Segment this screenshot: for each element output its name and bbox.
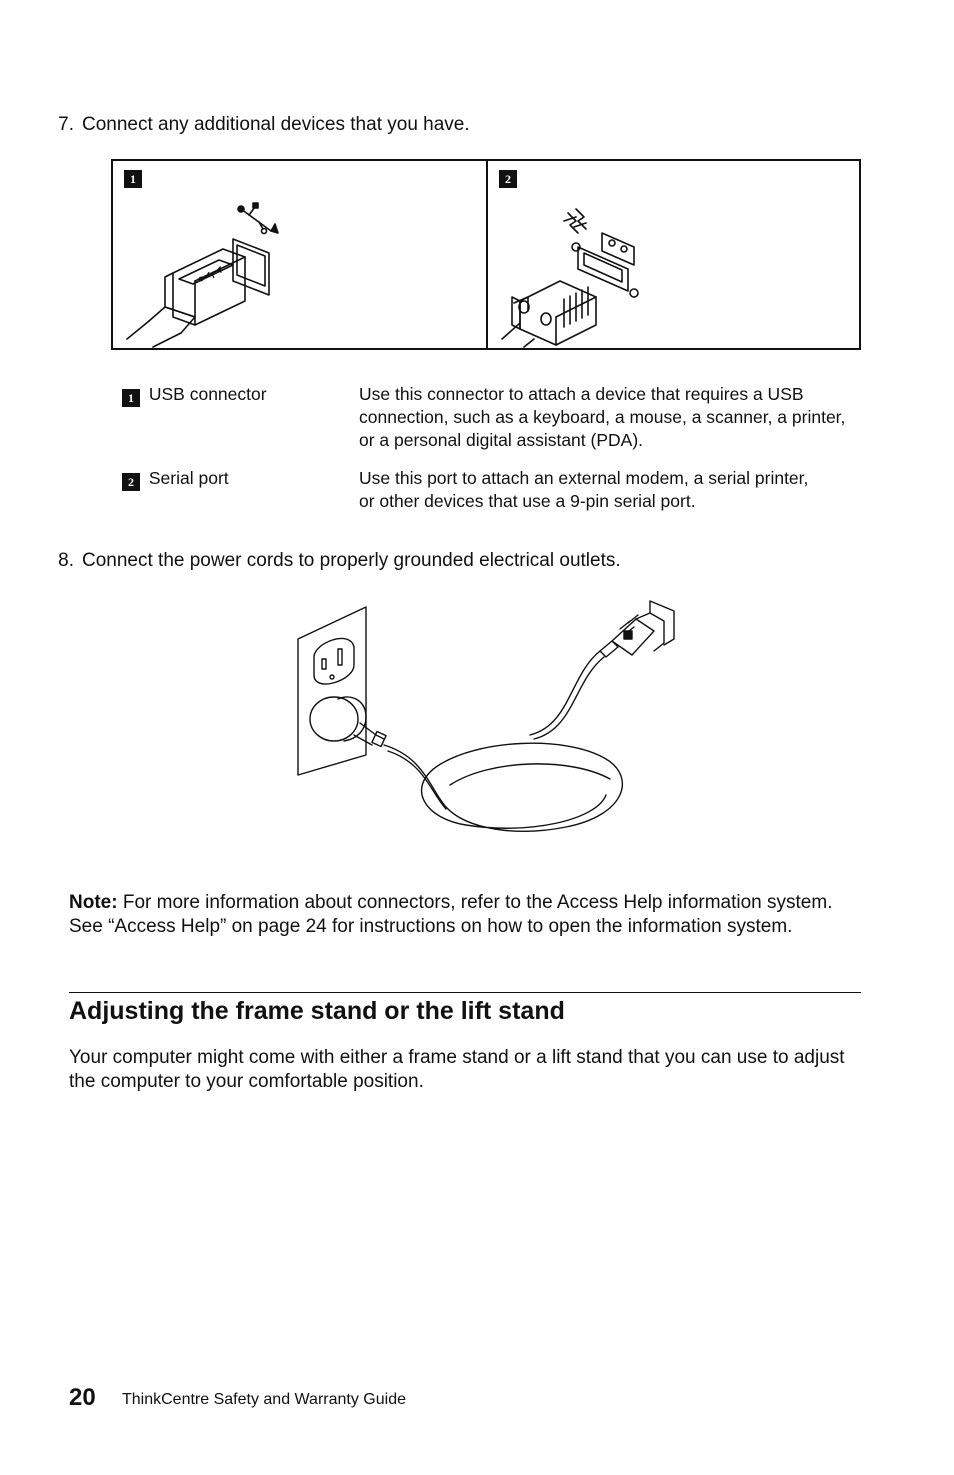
note-label: Note:	[69, 892, 118, 913]
page-number: 20	[69, 1384, 96, 1411]
legend-callout-2: 2	[122, 473, 140, 491]
step-text: Connect the power cords to properly grounded electrical outlets.	[82, 550, 621, 571]
footer-title: ThinkCentre Safety and Warranty Guide	[122, 1391, 406, 1408]
legend-row-2	[122, 467, 229, 491]
step-number: 7.	[58, 114, 74, 135]
legend-description-serial: Use this port to attach an external modem, a serial printer, or other devices that use a 9-pin serial port.	[359, 468, 809, 511]
legend-row-1	[122, 383, 267, 407]
section-rule	[69, 992, 861, 993]
usb-connector-icon	[113, 161, 486, 348]
section-body: Your computer might come with either a frame stand or a lift stand that you can use to adjust the computer to your comfortable position.	[69, 1047, 845, 1092]
figure-panel-usb	[113, 161, 486, 348]
step-text: Connect any additional devices that you have.	[82, 114, 470, 135]
power-cord-outlet-illustration	[290, 595, 680, 855]
step-7	[44, 114, 470, 136]
figure-panel-serial	[488, 161, 859, 348]
legend-label-serial: Serial port	[148, 468, 229, 488]
serial-port-icon	[488, 161, 859, 348]
legend-callout-1: 1	[122, 389, 140, 407]
connector-figure	[111, 159, 861, 350]
legend-description-usb: Use this connector to attach a device that requires a USB connection, such as a keyboard, a mouse, a scanner, a printer, or a personal digital assistant (PDA).	[359, 384, 846, 450]
note-text: For more information about connectors, refer to the Access Help information system. See “Access Help” on page 24 for instructions on how to open the information system.	[69, 892, 833, 937]
note-paragraph	[69, 891, 869, 939]
legend-label-usb: USB connector	[148, 384, 267, 404]
step-number: 8.	[58, 550, 74, 571]
section-heading: Adjusting the frame stand or the lift stand	[69, 997, 565, 1025]
callout-1: 1	[124, 170, 142, 188]
step-8	[44, 550, 621, 572]
callout-2: 2	[499, 170, 517, 188]
